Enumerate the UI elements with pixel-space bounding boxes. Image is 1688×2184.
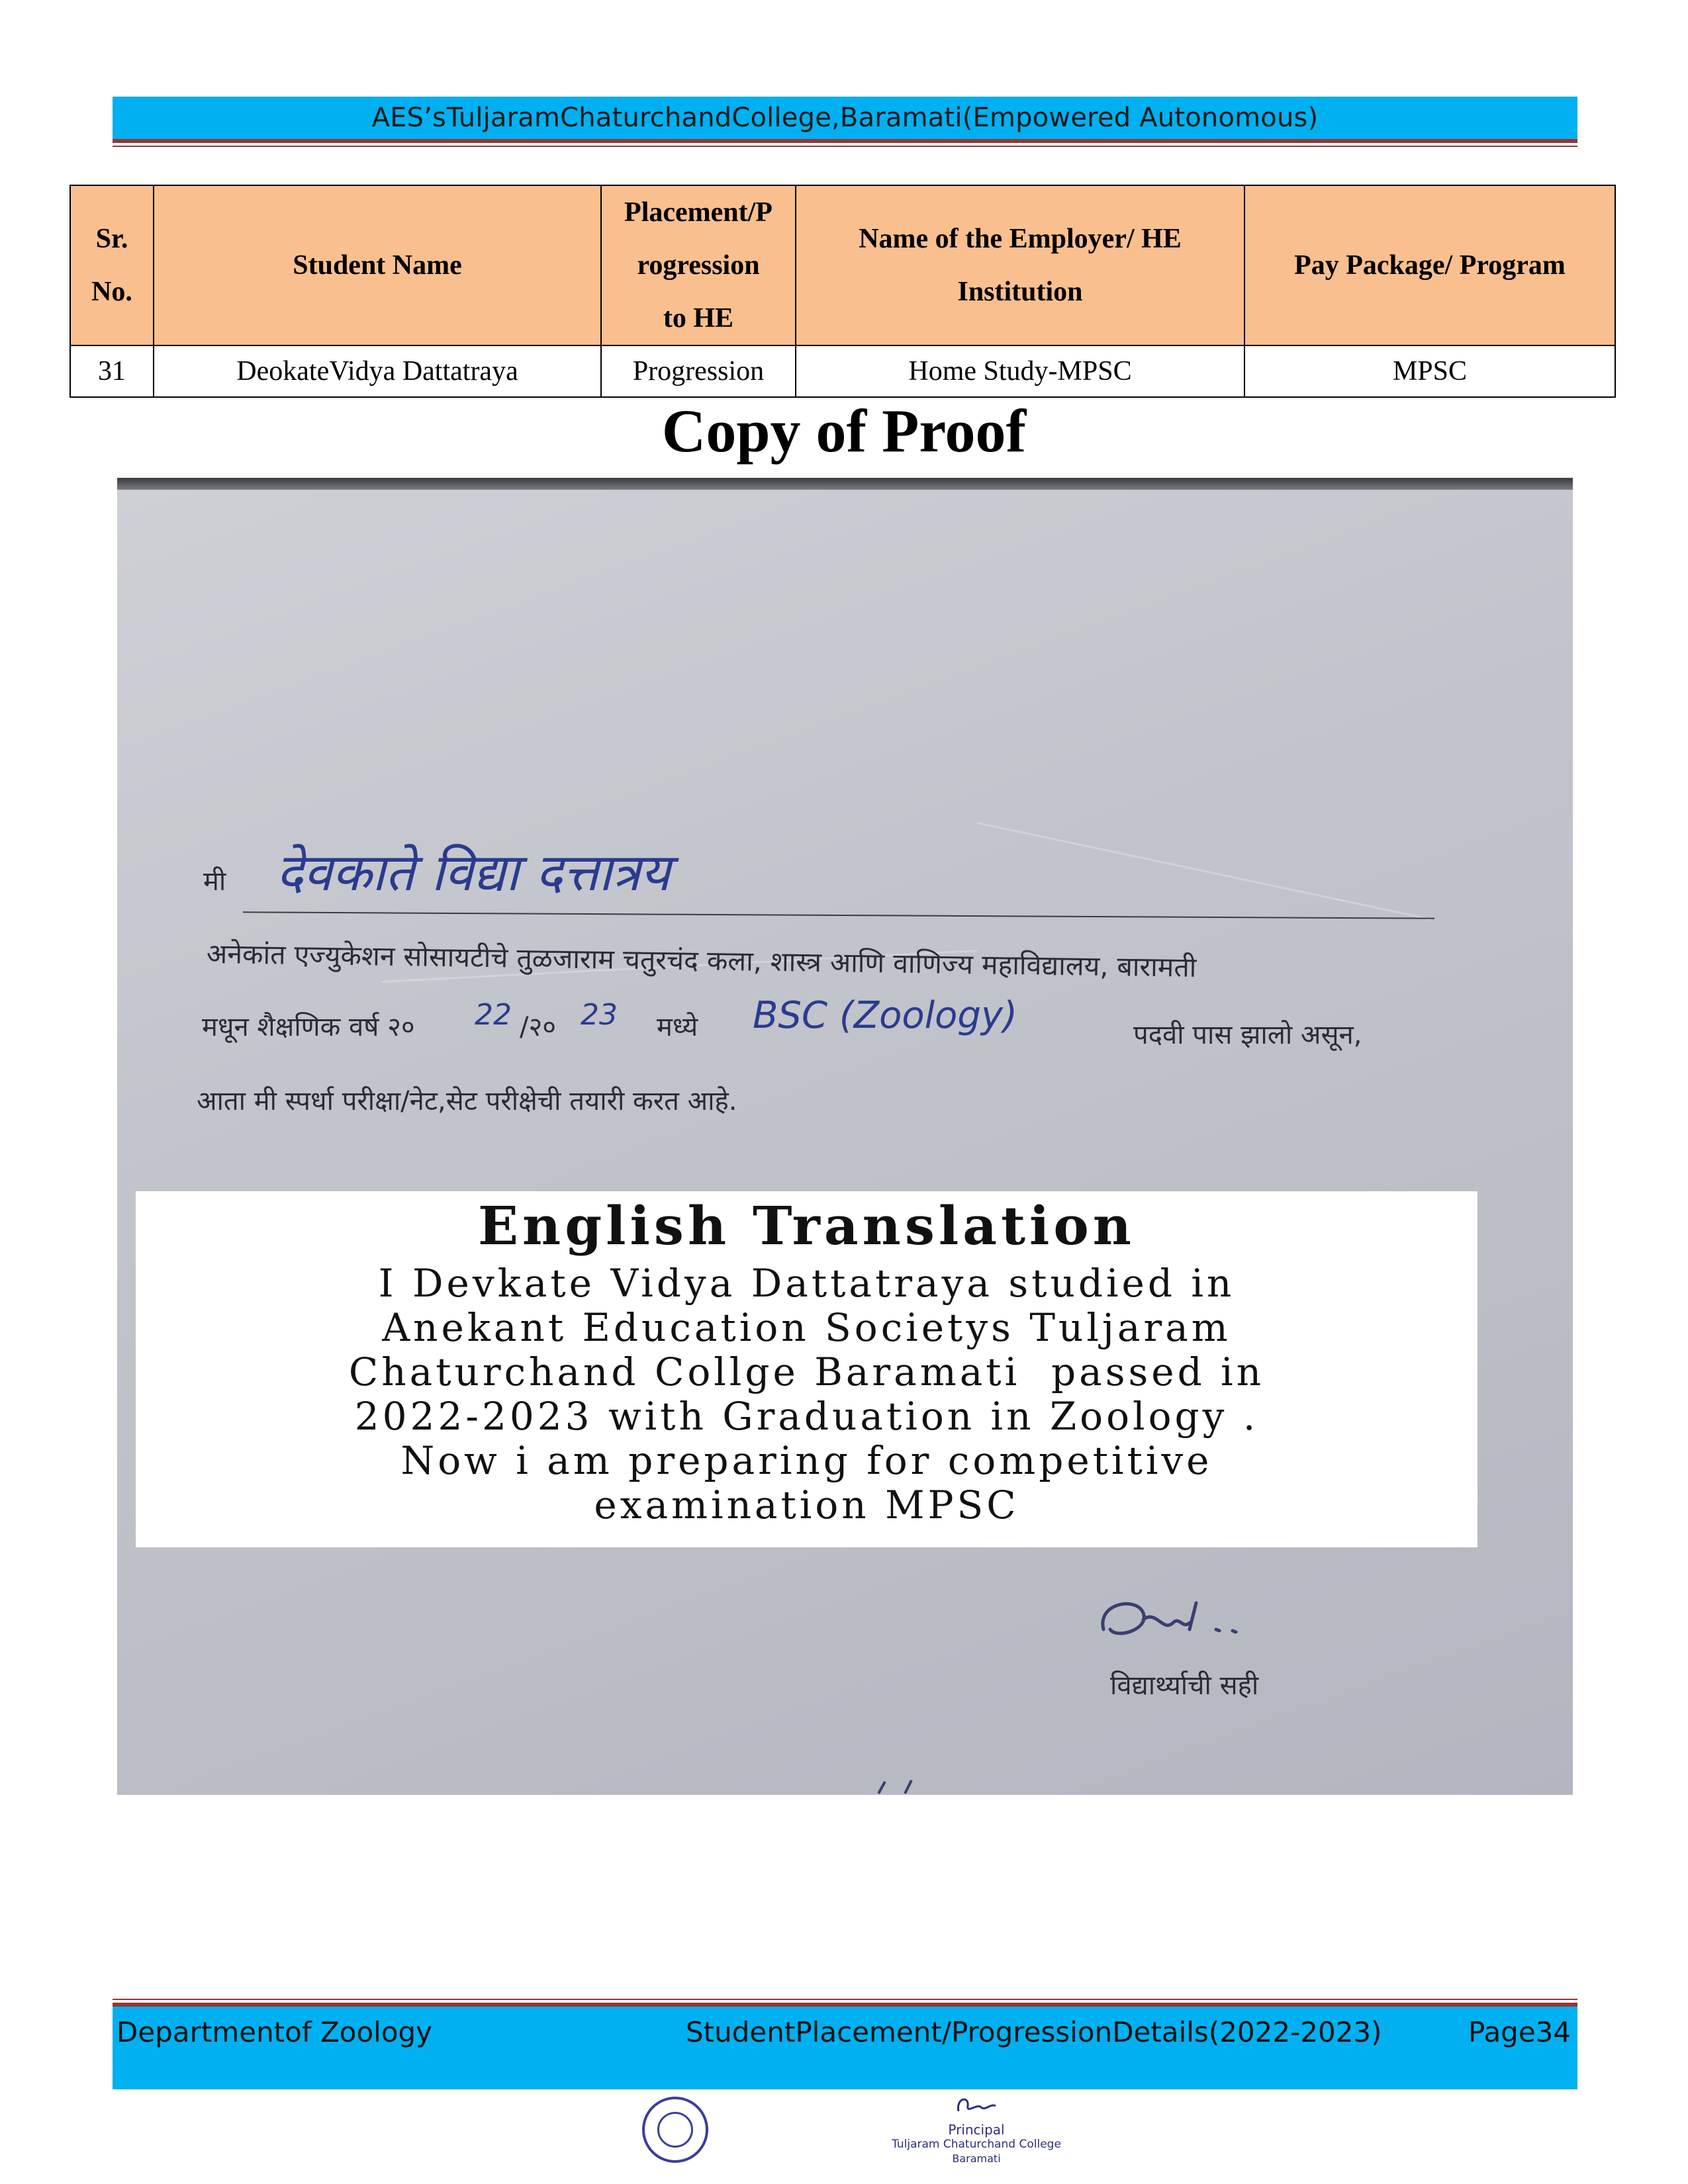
header-rule-thin: [113, 146, 1577, 147]
translation-line: examination MPSC: [594, 1482, 1019, 1527]
footer-department: Departmentof Zoology: [117, 2016, 433, 2048]
letter-line4: आता मी स्पर्धा परीक्षा/नेट,सेट परीक्षेची तयारी करत आहे.: [197, 1086, 737, 1116]
col-sr-no: [70, 185, 154, 345]
principal-signature: [953, 2091, 1000, 2118]
header-rule: [113, 139, 1577, 143]
placement-table: [70, 185, 1616, 398]
col-employer: [796, 185, 1244, 345]
student-signature: [1090, 1583, 1302, 1656]
footer-center-title: StudentPlacement/ProgressionDetails(2022-2023): [686, 2016, 1382, 2048]
principal-city: Baramati: [952, 2152, 1001, 2165]
col-placement-line3: to HE: [663, 303, 734, 334]
letter-line3-c: मध्ये: [657, 1012, 698, 1042]
translation-line: Now i am preparing for competitive: [400, 1438, 1213, 1483]
ink-mark: [872, 1775, 925, 1795]
translation-title: English Translation: [478, 1195, 1135, 1257]
col-student-name: Student Name: [154, 185, 601, 345]
col-employer-line2: Institution: [957, 277, 1083, 307]
photo-top-edge: [117, 478, 1573, 490]
col-placement-line2: rogression: [637, 250, 760, 281]
letter-line2: अनेकांत एज्युकेशन सोसायटीचे तुळजाराम चतुरचंद कला, शास्त्र आणि वाणिज्य महाविद्यालय, बारामती: [206, 938, 1197, 983]
header-title: AES’sTuljaramChaturchandCollege,Baramati(Empowered Autonomous): [371, 103, 1319, 133]
letter-year-b: 23: [581, 998, 618, 1032]
translation-line: Chaturchand Collge Baramati passed in: [348, 1349, 1265, 1394]
principal-college: Tuljaram Chaturchand College: [892, 2138, 1061, 2151]
translation-line: 2022-2023 with Graduation in Zoology .: [354, 1394, 1259, 1439]
letter-handwritten-name: देवकाते विद्या दत्तात्रय: [276, 843, 671, 903]
cell-student-name: DeokateVidya Dattatraya: [154, 345, 601, 397]
letter-line3-d: पदवी पास झालो असून,: [1133, 1020, 1362, 1050]
paper-crease: [978, 822, 1431, 920]
signature-caption: विद्यार्थ्याची सही: [1110, 1670, 1259, 1701]
letter-degree: BSC (Zoology): [753, 994, 1017, 1037]
footer-rule-thin: [113, 1999, 1577, 2000]
principal-role: Principal: [948, 2122, 1005, 2138]
table-header-row: [70, 185, 1615, 345]
col-employer-line1: Name of the Employer/ HE: [859, 224, 1182, 254]
proof-title: Copy of Proof: [661, 397, 1027, 465]
letter-line3-a: मधून शैक्षणिक वर्ष २०: [202, 1012, 415, 1042]
cell-placement: Progression: [601, 345, 796, 397]
letter-line3-b: /२०: [520, 1012, 557, 1042]
table-row: [70, 345, 1615, 397]
proof-photo: [117, 478, 1573, 1795]
letter-line1-prefix: मी: [203, 866, 226, 897]
col-sr-line2: No.: [91, 277, 132, 307]
letter-year-a: 22: [475, 998, 512, 1032]
footer-page-number: Page34: [1468, 2016, 1571, 2048]
translation-body: [149, 1261, 1464, 1527]
col-sr-line1: Sr.: [95, 224, 128, 254]
col-pay-package: Pay Package/ Program: [1244, 185, 1615, 345]
col-placement-line1: Placement/P: [624, 197, 773, 228]
cell-sr-no: 31: [70, 345, 154, 397]
translation-line: Anekant Education Societys Tuljaram: [382, 1305, 1231, 1350]
col-placement: [601, 185, 796, 345]
translation-line: I Devkate Vidya Dattatraya studied in: [378, 1261, 1235, 1306]
college-seal-inner: [657, 2112, 693, 2148]
cell-employer: Home Study-MPSC: [796, 345, 1244, 397]
fill-line: [243, 911, 1434, 919]
cell-pay-package: MPSC: [1244, 345, 1615, 397]
